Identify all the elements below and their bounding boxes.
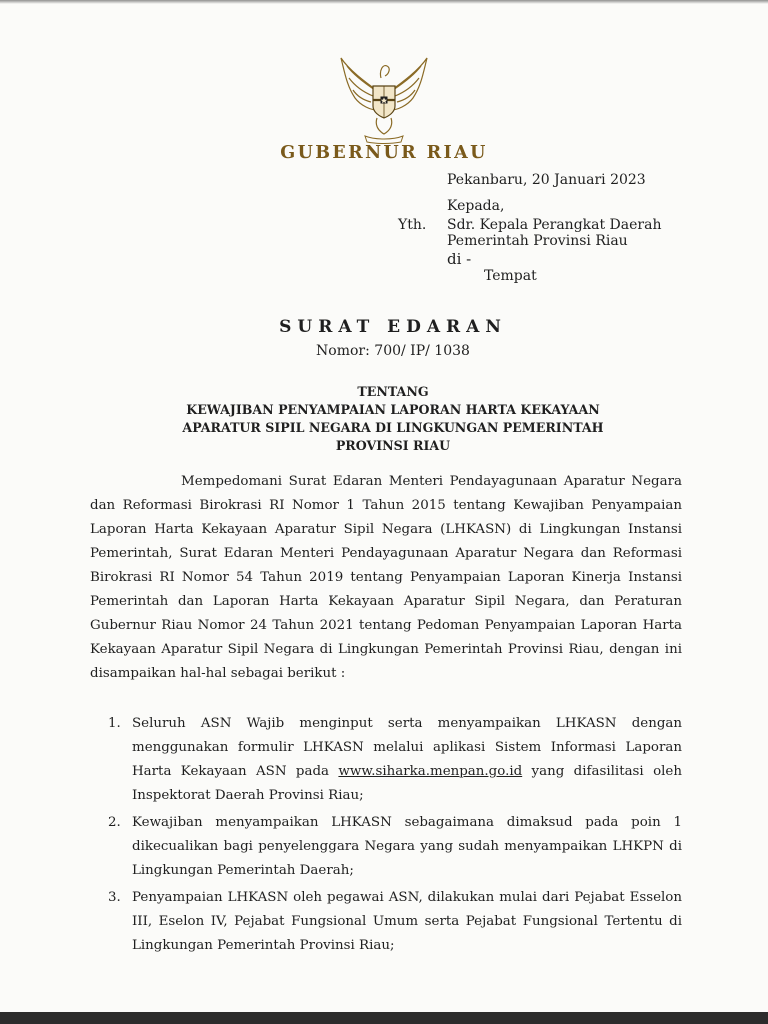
document-subject: [0, 383, 768, 455]
intro-paragraph: [90, 470, 682, 686]
list-item: [108, 712, 682, 808]
list-item-number: 1.: [108, 716, 121, 731]
garuda-pancasila-emblem-icon: [335, 52, 433, 144]
addressee-kepada: Kepada,: [447, 198, 505, 214]
addressee-salutation: Yth.: [398, 217, 427, 233]
subject-line: TENTANG: [357, 384, 429, 399]
siharka-link[interactable]: www.siharka.menpan.go.id: [338, 764, 523, 779]
addressee-line-2: Pemerintah Provinsi Riau: [447, 233, 628, 249]
list-item: [108, 811, 682, 883]
letter-date: Pekanbaru, 20 Januari 2023: [447, 172, 646, 188]
scan-bottom-edge: [0, 1012, 768, 1024]
scan-top-edge: [0, 0, 768, 4]
subject-line: APARATUR SIPIL NEGARA DI LINGKUNGAN PEMERINTAH: [182, 420, 604, 435]
list-item-number: 2.: [108, 815, 121, 830]
subject-line: KEWAJIBAN PENYAMPAIAN LAPORAN HARTA KEKAYAAN: [186, 402, 600, 417]
numbered-list: [108, 712, 682, 961]
intro-text: Mempedomani Surat Edaran Menteri Pendayagunaan Aparatur Negara dan Reformasi Birokrasi RI Nomor 1 Tahun 2015 tentang Kewajiban Penyampaian Laporan Harta Kekayaan Aparatur Sipil Negara (LHKASN) di Lingkungan Instansi Pemerintah, Surat Edaran Menteri Pendayagunaan Aparatur Negara dan Reformasi Birokrasi RI Nomor 54 Tahun 2019 tentang Penyampaian Laporan Kinerja Instansi Pemerintah dan Laporan Harta Kekayaan Aparatur Sipil Negara, dan Peraturan Gubernur Riau Nomor 24 Tahun 2021 tentang Pedoman Penyampaian Laporan Harta Kekayaan Aparatur Sipil Negara di Lingkungan Pemerintah Provinsi Riau, dengan ini disampaikan hal-hal sebagai berikut :: [90, 474, 682, 681]
addressee-line-1: Sdr. Kepala Perangkat Daerah: [447, 217, 662, 233]
document-number: Nomor: 700/ IP/ 1038: [316, 343, 470, 359]
list-item-text: Penyampaian LHKASN oleh pegawai ASN, dilakukan mulai dari Pejabat Esselon III, Eselon IV, Pejabat Fungsional Umum serta Pejabat Fungsional Tertentu di Lingkungan Pemerintah Provinsi Riau;: [132, 890, 682, 953]
letterhead-title: GUBERNUR RIAU: [280, 143, 488, 163]
list-item-text-tail: yang difasilitasi oleh Inspektorat Daerah Provinsi Riau;: [132, 764, 682, 803]
list-item-number: 3.: [108, 890, 121, 905]
list-item-text: Kewajiban menyampaikan LHKASN sebagaimana dimaksud pada poin 1 dikecualikan bagi penyelenggara Negara yang sudah menyampaikan LHKPN di Lingkungan Pemerintah Daerah;: [132, 815, 682, 878]
list-item-text: Seluruh ASN Wajib menginput serta menyampaikan LHKASN dengan menggunakan formulir LHKASN melalui aplikasi Sistem Informasi Laporan Harta Kekayaan ASN pada: [132, 716, 682, 779]
document-type-title: SURAT EDARAN: [279, 317, 507, 337]
addressee-tempat: Tempat: [484, 268, 537, 284]
list-item: [108, 886, 682, 958]
addressee-di: di -: [447, 250, 472, 268]
subject-line: PROVINSI RIAU: [335, 438, 451, 453]
